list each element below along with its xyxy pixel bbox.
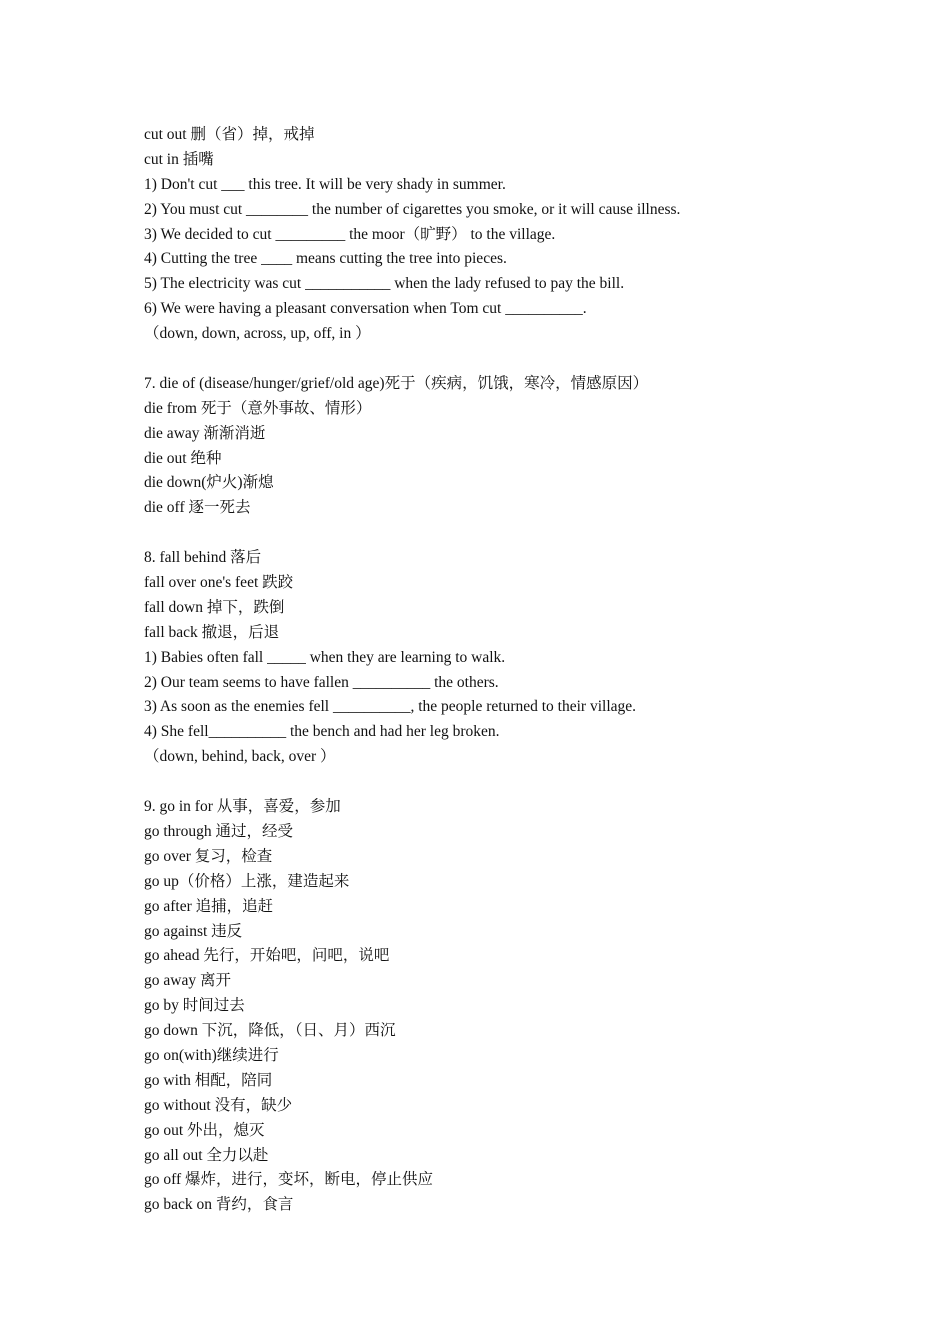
document-page: [144, 123, 904, 1218]
text-line: die down(炉火)渐熄: [144, 474, 274, 492]
answer-key: （down, down, across, up, off, in ）: [144, 325, 371, 343]
text-line: die from 死于（意外事故、情形）: [144, 399, 372, 417]
exercise-item: 4) She fell__________ the bench and had her leg broken.: [144, 723, 500, 741]
exercise-item: 1) Babies often fall _____ when they are learning to walk.: [144, 648, 506, 666]
text-line: cut out 删（省）掉，戒掉: [144, 126, 315, 143]
section-heading: 8. fall behind 落后: [144, 549, 262, 567]
text-line: go back on 背约，食言: [144, 1196, 294, 1214]
text-line: go ahead 先行，开始吧，问吧，说吧: [144, 947, 390, 965]
section-heading: 7. die of (disease/hunger/grief/old age)死于（疾病，饥饿，寒冷，情感原因）: [144, 374, 649, 392]
text-line: go over 复习，检查: [144, 847, 273, 865]
text-line: go off 爆炸，进行，变坏，断电，停止供应: [144, 1171, 434, 1189]
blank-line: [144, 347, 904, 372]
text-line: go after 追捕，追赶: [144, 897, 274, 915]
text-line: go through 通过，经受: [144, 822, 293, 840]
text-line: go away 离开: [144, 972, 231, 990]
exercise-item: 1) Don't cut ___ this tree. It will be very shady in summer.: [144, 175, 506, 193]
exercise-item: 5) The electricity was cut ___________ when the lady refused to pay the bill.: [144, 275, 625, 293]
text-line: go down 下沉，降低，（日、月）西沉: [144, 1022, 396, 1040]
text-line: die out 绝种: [144, 449, 222, 467]
exercise-item: 2) Our team seems to have fallen __________ the others.: [144, 673, 499, 691]
blank-line: [144, 521, 904, 546]
answer-key: （down, behind, back, over ）: [144, 748, 336, 766]
blank-line: [144, 770, 904, 795]
text-line: go all out 全力以赴: [144, 1146, 269, 1164]
text-line: die off 逐一死去: [144, 499, 251, 517]
section-heading: 9. go in for 从事，喜爱，参加: [144, 798, 341, 816]
text-line: go by 时间过去: [144, 997, 245, 1015]
text-line: fall over one's feet 跌跤: [144, 574, 294, 592]
exercise-item: 3) We decided to cut _________ the moor（旷野） to the village.: [144, 225, 556, 243]
text-line: go out 外出，熄灭: [144, 1121, 265, 1139]
text-line: cut in 插嘴: [144, 150, 214, 168]
text-line: go on(with)继续进行: [144, 1046, 279, 1064]
exercise-item: 6) We were having a pleasant conversation when Tom cut __________.: [144, 300, 587, 318]
text-line: die away 渐渐消逝: [144, 424, 266, 442]
text-line: go against 违反: [144, 922, 243, 940]
text-line: go without 没有，缺少: [144, 1096, 293, 1114]
text-line: go with 相配，陪同: [144, 1071, 273, 1089]
text-line: fall down 掉下，跌倒: [144, 598, 285, 616]
exercise-item: 2) You must cut ________ the number of cigarettes you smoke, or it will cause illness.: [144, 200, 681, 218]
exercise-item: 3) As soon as the enemies fell __________, the people returned to their village.: [144, 698, 637, 716]
text-line: fall back 撤退，后退: [144, 623, 280, 641]
exercise-item: 4) Cutting the tree ____ means cutting the tree into pieces.: [144, 250, 507, 268]
text-line: go up（价格）上涨，建造起来: [144, 872, 350, 890]
